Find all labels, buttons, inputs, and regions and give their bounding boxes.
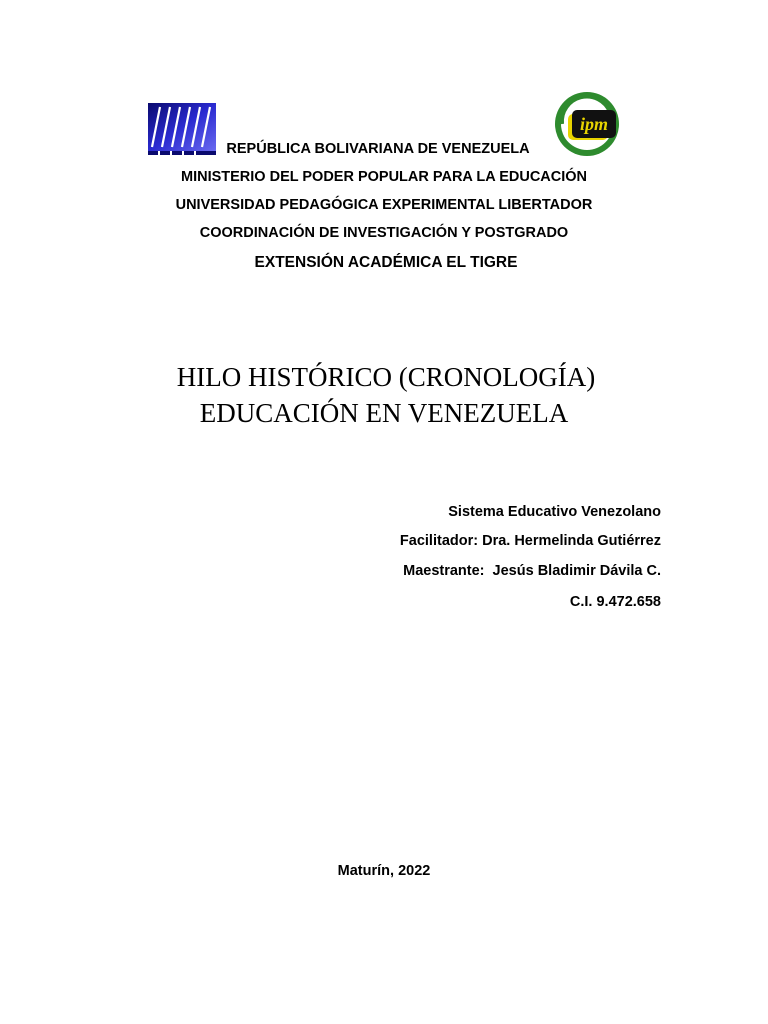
header-university: UNIVERSIDAD PEDAGÓGICA EXPERIMENTAL LIBERTADOR: [175, 197, 593, 213]
header-republic: REPÚBLICA BOLIVARIANA DE VENEZUELA: [226, 141, 530, 157]
document-title-line1: HILO HISTÓRICO (CRONOLOGÍA): [176, 362, 596, 392]
header-coordination: COORDINACIÓN DE INVESTIGACIÓN Y POSTGRADO: [199, 225, 569, 241]
ipm-logo-text: ipm: [579, 114, 609, 134]
subject-name: Sistema Educativo Venezolano: [448, 504, 661, 520]
student-name: Maestrante: Jesús Bladimir Dávila C.: [403, 563, 661, 579]
id-number: C.I. 9.472.658: [569, 594, 661, 610]
header-extension: EXTENSIÓN ACADÉMICA EL TIGRE: [254, 254, 518, 271]
facilitator-name: Facilitador: Dra. Hermelinda Gutiérrez: [399, 533, 661, 549]
place-date: Maturín, 2022: [337, 863, 431, 879]
document-title-line2: EDUCACIÓN EN VENEZUELA: [199, 398, 569, 428]
header-ministry: MINISTERIO DEL PODER POPULAR PARA LA EDUCACIÓN: [180, 169, 588, 185]
